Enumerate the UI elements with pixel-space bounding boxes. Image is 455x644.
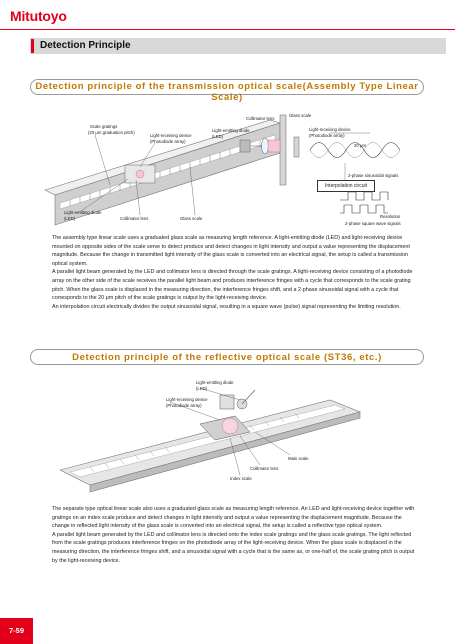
section-reflective-title: Detection principle of the reflective optical scale (ST36, etc.) xyxy=(72,352,382,363)
label-glass-scale-2: Glass scale xyxy=(180,216,203,221)
label-collimator-1: Collimator lens xyxy=(246,116,275,121)
label-square-wave: 2-phase square wave signals xyxy=(345,221,401,226)
label-led-2: Light-emitting diode xyxy=(64,210,102,215)
label-light-receiving-2: Light-receiving device xyxy=(309,127,351,132)
interpolation-circuit-box: Interpolation circuit xyxy=(317,180,375,192)
label-main-scale: Main scale xyxy=(288,456,309,461)
label-index-scale: Index scale xyxy=(230,476,252,481)
paragraph: An interpolation circuit electrically divides the output sinusoidal signal, resulting in a square wave (pulse) signal representing the limiting resolution. xyxy=(52,303,401,310)
label-scale-pitch: (20 μm graduation pitch) xyxy=(88,130,135,135)
page-title: Detection Principle xyxy=(40,40,131,51)
section-transmission-title: Detection principle of the transmission optical scale(Assembly Type Linear Scale) xyxy=(35,81,419,103)
label-led-abbr-2: (LED) xyxy=(64,216,76,221)
label-collimator-2: Collimator lens xyxy=(120,216,149,221)
paragraph: The separate type optical linear scale also uses a graduated glass scale as measuring length reference. An LED and light-receiving device together with gratings on an index scale produce and detect changes in light intensity and output a value representing the displacement magnitude. Because the change in reflected light intensity of the glass scale is converted into an electrical signal, the setup is called a reflective type optical system. xyxy=(52,506,415,530)
label-light-receiving-1: Light-receiving device xyxy=(150,133,192,138)
section-reflective-text xyxy=(52,505,418,565)
brand-logo: Mitutoyo xyxy=(10,8,67,24)
label-pitch-20um: 20 μm xyxy=(354,143,367,148)
paragraph: A parallel light beam generated by the LED and collimator lens is directed onto the index scale gratings and the glass scale gratings. The light reflected from the scale gratings produces interference fringes on the photodiode array of the light-receiving device. When the glass scale is displaced in the measuring direction, the interference fringes shift, and a sinusoidal signal with a cycle that is the same as, or one-half of, the scale grating pitch is output by the light-receiving device. xyxy=(52,531,415,564)
section-transmission-text xyxy=(52,234,418,311)
label-led-abbr-1: (LED) xyxy=(212,134,224,139)
label-photodiode-1: (Photodiode array) xyxy=(150,139,186,144)
label-led-1: Light-emitting diode xyxy=(212,128,250,133)
label-sinusoidal: 2-phase sinusoidal signals xyxy=(348,173,399,178)
label-resolution: Resolution xyxy=(380,214,401,219)
label-photodiode-3: (Photodiode array) xyxy=(166,403,202,408)
reflective-diagram xyxy=(60,380,390,495)
label-led-3: Light-emitting diode xyxy=(196,380,234,385)
paragraph: The assembly type linear scale uses a graduated glass scale as measuring length reference. A light-emitting diode (LED) and light-receiving device mounted on opposite sides of the scale serve to detect produce and detect changes in light intensity and output a value representing the displacement magnitude. Because the change in transmitted light intensity of the glass scale is converted into an electrical signal, the setup is called a transmission optical system. xyxy=(52,235,410,267)
label-light-receiving-3: Light-receiving device xyxy=(166,397,208,402)
label-glass-scale-1: Glass scale xyxy=(289,113,312,118)
paragraph: A parallel light beam generated by the LED and collimator lens is directed through the scale gratings. A light-receiving device consisting of a photodiode array on the other side of the scale receives the parallel light beam and produces interference fringes with a cycle that corresponds to the scale grating pitch. When the glass scale is displaced in the measuring direction, the interference fringes shift, and a 2-phase sinusoidal signal with a cycle that corresponds to the 20 μm pitch of the scale gratings is output by the light-receiving device. xyxy=(52,269,413,302)
header-accent xyxy=(31,39,34,53)
label-photodiode-2: (Photodiode array) xyxy=(309,133,345,138)
brand-rule xyxy=(0,29,455,30)
page-number: 7-59 xyxy=(0,618,33,644)
label-collimator-3: Collimator lens xyxy=(250,466,279,471)
label-led-abbr-3: (LED) xyxy=(196,386,208,391)
label-scale-gratings: Scale gratings xyxy=(90,124,118,129)
